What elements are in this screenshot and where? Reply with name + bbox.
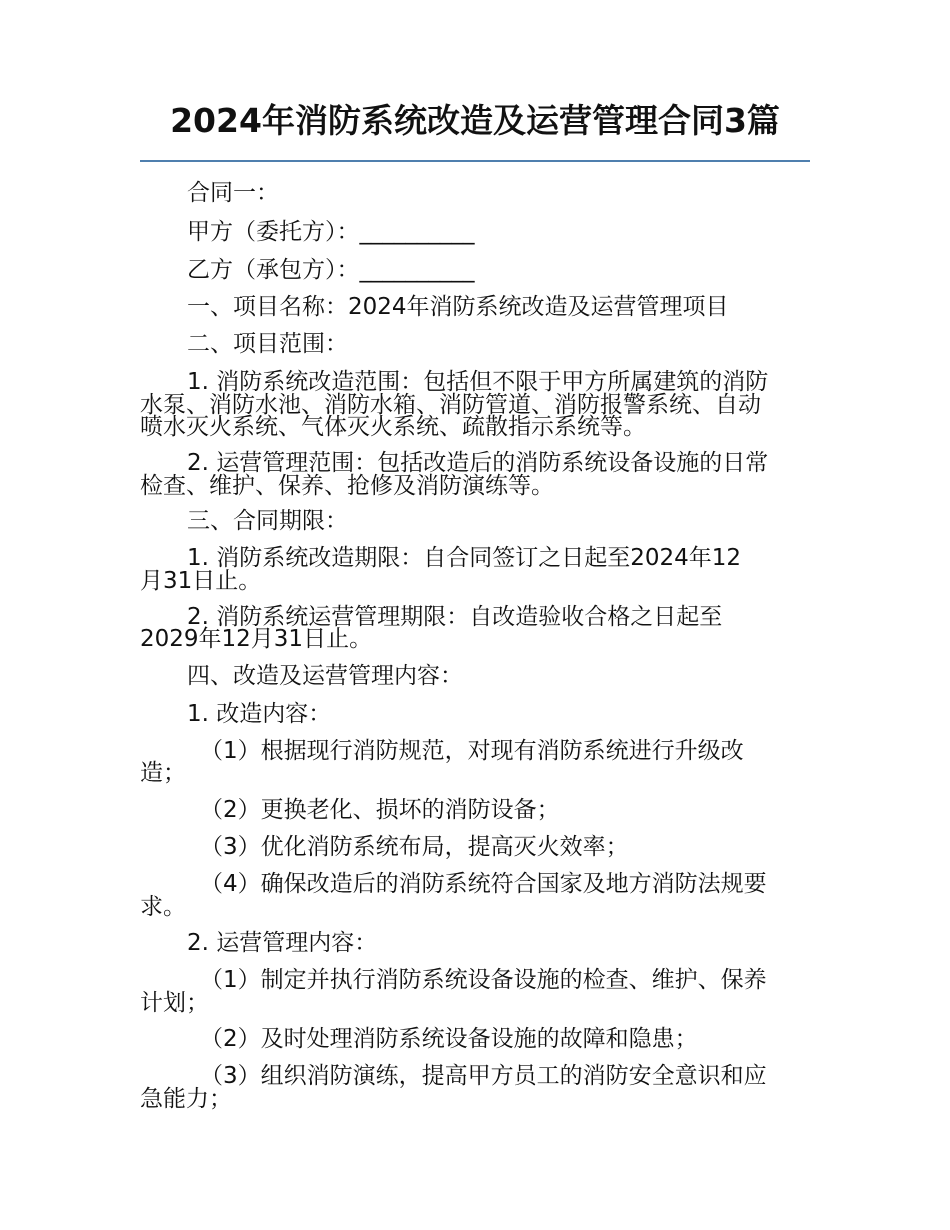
list-item: （3）组织消防演练，提高甲方员工的消防安全意识和应 xyxy=(200,1063,767,1089)
paragraph-line: 水泵、消防水池、消防水箱、消防管道、消防报警系统、自动 xyxy=(140,392,761,418)
list-item-cont: 求。 xyxy=(140,894,186,920)
list-item-cont: 造； xyxy=(140,760,186,786)
list-item: （1）制定并执行消防系统设备设施的检查、维护、保养 xyxy=(200,967,767,993)
contract-heading: 合同一： xyxy=(187,180,279,206)
list-item: （1）根据现行消防规范，对现有消防系统进行升级改 xyxy=(200,738,744,764)
paragraph-line: 喷水灭火系统、气体灭火系统、疏散指示系统等。 xyxy=(140,414,646,440)
title-divider xyxy=(140,160,810,162)
list-item-cont: 急能力； xyxy=(140,1086,232,1112)
content-heading: 四、改造及运营管理内容： xyxy=(187,663,463,689)
party-a-line: 甲方（委托方）：__________ xyxy=(187,219,475,245)
subheading: 1. 改造内容： xyxy=(187,701,332,727)
paragraph-line: 1. 消防系统改造范围：包括但不限于甲方所属建筑的消防 xyxy=(187,369,769,395)
list-item-cont: 计划； xyxy=(140,990,209,1016)
party-b-line: 乙方（承包方）：__________ xyxy=(187,257,475,283)
paragraph-line: 2029年12月31日止。 xyxy=(140,626,373,652)
paragraph-line: 检查、维护、保养、抢修及消防演练等。 xyxy=(140,473,554,499)
list-item: （3）优化消防系统布局，提高灭火效率； xyxy=(200,834,629,860)
scope-heading: 二、项目范围： xyxy=(187,331,348,357)
paragraph-line: 2. 运营管理范围：包括改造后的消防系统设备设施的日常 xyxy=(187,450,769,476)
paragraph-line: 月31日止。 xyxy=(140,568,262,594)
list-item: （2）及时处理消防系统设备设施的故障和隐患； xyxy=(200,1026,698,1052)
project-name-line: 一、项目名称：2024年消防系统改造及运营管理项目 xyxy=(187,294,729,320)
document-title: 2024年消防系统改造及运营管理合同3篇 xyxy=(170,101,780,140)
list-item: （2）更换老化、损坏的消防设备； xyxy=(200,797,560,823)
subheading: 2. 运营管理内容： xyxy=(187,930,378,956)
paragraph-line: 2. 消防系统运营管理期限：自改造验收合格之日起至 xyxy=(187,604,723,630)
term-heading: 三、合同期限： xyxy=(187,508,348,534)
list-item: （4）确保改造后的消防系统符合国家及地方消防法规要 xyxy=(200,871,767,897)
paragraph-line: 1. 消防系统改造期限：自合同签订之日起至2024年12 xyxy=(187,545,742,571)
